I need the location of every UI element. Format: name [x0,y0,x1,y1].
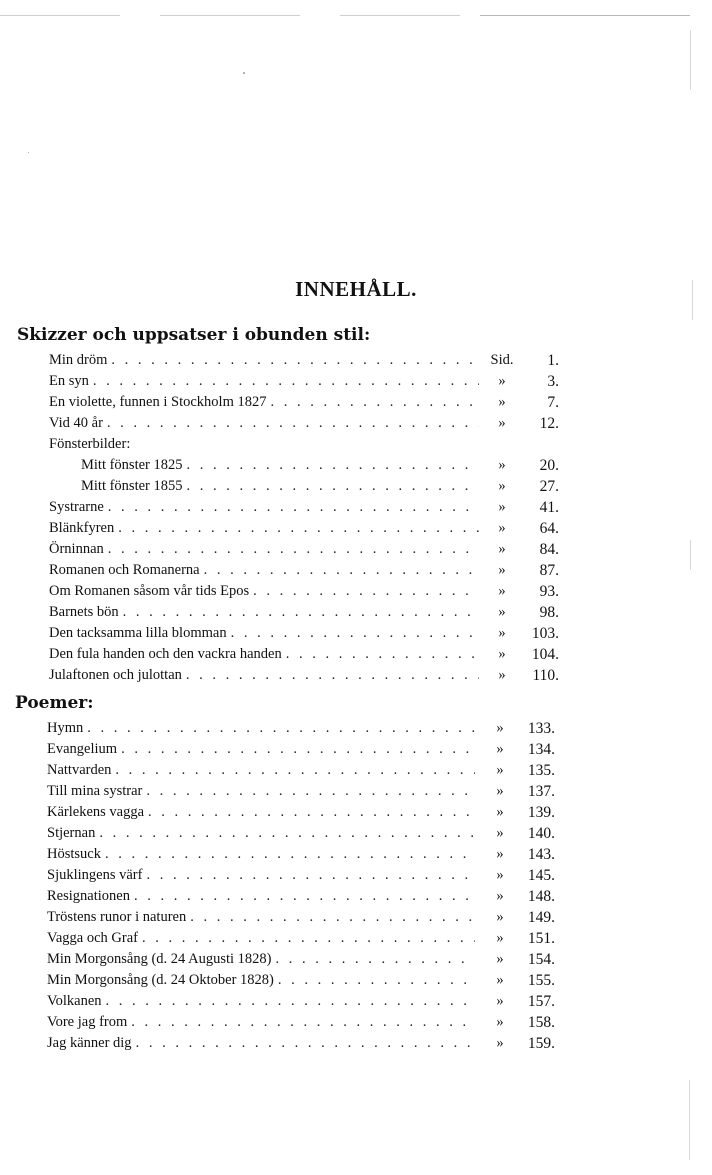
entry-title-wrap [49,602,479,623]
toc-entry [49,518,559,539]
toc-entry [47,991,555,1012]
entry-title: Om Romanen såsom vår tids Epos [49,581,253,602]
toc-entry [47,1033,555,1054]
dot-leader [111,350,479,371]
toc-entry [49,350,559,371]
page-number: 1. [547,352,559,369]
entry-title-wrap [49,644,479,665]
entry-title: Till mina systrar [47,781,146,802]
dot-leader [87,718,475,739]
entry-title: Min dröm [49,350,111,371]
page-ref-marker: » [496,1014,504,1030]
toc-entry [47,802,555,823]
dot-leader [204,560,479,581]
entry-title: Mitt fönster 1855 [81,476,187,497]
toc-entry [47,781,555,802]
entry-title-wrap [47,928,475,949]
page-number: 110. [532,667,559,684]
page-title: INNEHÅLL. [295,277,417,302]
toc-entry [49,455,559,476]
page-number: 158. [527,1014,555,1031]
section-poems [0,690,712,1054]
page-ref-marker: » [498,478,506,494]
entry-title: Vagga och Graf [47,928,142,949]
entry-title-wrap [47,802,475,823]
page-number: 157. [527,993,555,1010]
page-number: 134. [527,741,555,758]
entry-title: En violette, funnen i Stockholm 1827 [49,392,270,413]
page-ref-marker: » [496,741,504,757]
entry-title: Barnets bön [49,602,123,623]
page-ref-marker: » [496,909,504,925]
toc-subheading [49,434,559,455]
toc-entry [49,413,559,434]
page-ref-marker: Sid. [490,352,514,368]
toc-entry [49,665,559,686]
dot-leader [190,907,475,928]
toc-entry [47,907,555,928]
page-number: 104. [531,646,559,663]
page-ref-marker: » [498,415,506,431]
entry-title: Fönsterbilder: [49,434,134,455]
margin-mark [689,1080,690,1160]
entry-title: Örninnan [49,539,108,560]
entry-title: Volkanen [47,991,106,1012]
toc-entry [47,718,555,739]
dot-leader [270,392,479,413]
toc-entry [47,949,555,970]
page-number: 135. [527,762,555,779]
toc-entry [47,823,555,844]
section-heading: Skizzer och uppsatser i obunden stil: [17,325,371,345]
entry-title-wrap [49,371,479,392]
entry-title: Sjuklingens värf [47,865,146,886]
dot-leader [121,739,475,760]
entry-title-wrap [49,476,479,497]
page-ref-marker: » [496,888,504,904]
page-ref-marker: » [498,394,506,410]
toc-entry [47,886,555,907]
page-number: 20. [539,457,559,474]
speck [28,152,29,153]
entry-title-wrap [49,392,479,413]
entry-title-wrap [49,413,479,434]
dot-leader [106,991,475,1012]
dot-leader [142,928,475,949]
speck [243,72,245,74]
page-ref-marker: » [498,541,506,557]
entry-title: Jag känner dig [47,1033,136,1054]
dot-leader [148,802,475,823]
dot-leader [253,581,479,602]
entry-title-wrap [47,907,475,928]
scan-edge-line [480,15,690,16]
dot-leader [186,665,479,686]
entry-title: Romanen och Romanerna [49,560,204,581]
entry-title-wrap [49,497,479,518]
page-ref-marker: » [498,520,506,536]
entry-title-wrap [47,781,475,802]
page-ref-marker: » [498,373,506,389]
dot-leader [286,644,479,665]
entry-title-wrap [49,560,479,581]
page-ref-marker: » [498,604,506,620]
entry-title-wrap [47,1033,475,1054]
section-prose [0,322,712,686]
toc-entry [47,865,555,886]
page-number: 64. [539,520,559,537]
page-number: 149. [527,909,555,926]
margin-mark [690,30,691,90]
toc-entry [47,1012,555,1033]
page-ref-marker: » [498,646,506,662]
page-number: 140. [527,825,555,842]
entry-title-wrap [49,665,479,686]
toc-entry [49,497,559,518]
dot-leader [115,760,475,781]
entry-title-wrap [49,581,479,602]
entry-list [0,350,712,686]
entry-title-wrap [47,886,475,907]
page-ref-marker: » [496,825,504,841]
page-number: 133. [527,720,555,737]
page-number: 7. [547,394,559,411]
toc-entry [49,476,559,497]
dot-leader [107,413,479,434]
dot-leader [146,865,475,886]
page-number: 98. [539,604,559,621]
entry-title: Min Morgonsång (d. 24 Augusti 1828) [47,949,276,970]
page-ref-marker: » [496,1035,504,1051]
page-ref-marker: » [496,804,504,820]
page-ref-marker: » [498,499,506,515]
entry-title: Stjernan [47,823,99,844]
toc-entry [49,602,559,623]
entry-title: Vid 40 år [49,413,107,434]
page-ref-marker: » [496,930,504,946]
dot-leader [105,844,475,865]
entry-title: Systrarne [49,497,108,518]
toc-entry [47,739,555,760]
scan-edge-line [0,15,120,16]
dot-leader [187,476,480,497]
page-number: 41. [539,499,559,516]
toc-entry [49,581,559,602]
dot-leader [136,1033,475,1054]
page-ref-marker: » [496,783,504,799]
toc-entry [47,970,555,991]
entry-title: Den tacksamma lilla blomman [49,623,231,644]
page-number: 159. [527,1035,555,1052]
entry-title-wrap [49,623,479,644]
dot-leader [134,886,475,907]
page-number: 87. [539,562,559,579]
toc-entry [47,760,555,781]
toc-entry [49,539,559,560]
page-number: 148. [527,888,555,905]
page-ref-marker: » [498,583,506,599]
page-number: 27. [539,478,559,495]
entry-title: Julaftonen och julottan [49,665,186,686]
toc-entry [49,371,559,392]
entry-title-wrap [49,539,479,560]
entry-title: Mitt fönster 1825 [81,455,187,476]
dot-leader [93,371,479,392]
page-number: 84. [539,541,559,558]
page-number: 143. [527,846,555,863]
entry-title-wrap [47,949,475,970]
page-ref-marker: » [496,867,504,883]
page-ref-marker: » [496,720,504,736]
page-ref-marker: » [496,846,504,862]
page-number: 139. [527,804,555,821]
entry-title: Resignationen [47,886,134,907]
entry-title-wrap [47,760,475,781]
toc-entry [49,623,559,644]
page-number: 103. [531,625,559,642]
page-number: 145. [527,867,555,884]
toc-entry [49,644,559,665]
entry-title: Höstsuck [47,844,105,865]
dot-leader [187,455,480,476]
page-ref-marker: » [496,951,504,967]
scan-edge-line [340,15,460,16]
toc-entry [49,392,559,413]
dot-leader [276,949,476,970]
entry-title: Kärlekens vagga [47,802,148,823]
page-ref-marker: » [498,667,506,683]
entry-list [0,718,712,1054]
entry-title: Hymn [47,718,87,739]
page-number: 151. [527,930,555,947]
entry-title-wrap [47,991,475,1012]
entry-title-wrap [47,844,475,865]
page-number: 93. [539,583,559,600]
dot-leader [123,602,479,623]
section-heading: Poemer: [15,693,94,713]
page-number: 154. [527,951,555,968]
entry-title-wrap [49,518,479,539]
dot-leader [131,1012,475,1033]
dot-leader [278,970,475,991]
toc-entry [49,560,559,581]
page-number: 12. [539,415,559,432]
entry-title-wrap [47,718,475,739]
page-number: 3. [547,373,559,390]
entry-title: Blänkfyren [49,518,118,539]
page-number: 137. [527,783,555,800]
entry-title: Min Morgonsång (d. 24 Oktober 1828) [47,970,278,991]
page-ref-marker: » [496,762,504,778]
page-number: 155. [527,972,555,989]
entry-title: Vore jag from [47,1012,131,1033]
entry-title-wrap [47,865,475,886]
entry-title-wrap [49,455,479,476]
page-ref-marker: » [496,972,504,988]
page-ref-marker: » [498,625,506,641]
entry-title: Evangelium [47,739,121,760]
entry-title-wrap [49,434,479,455]
dot-leader [99,823,475,844]
dot-leader [146,781,475,802]
dot-leader [118,518,479,539]
entry-title-wrap [47,739,475,760]
dot-leader [108,539,479,560]
entry-title: En syn [49,371,93,392]
toc-entry [47,844,555,865]
page-ref-marker: » [498,562,506,578]
entry-title: Nattvarden [47,760,115,781]
dot-leader [231,623,479,644]
entry-title-wrap [47,970,475,991]
entry-title-wrap [47,1012,475,1033]
entry-title: Tröstens runor i naturen [47,907,190,928]
dot-leader [108,497,479,518]
entry-title: Den fula handen och den vackra handen [49,644,286,665]
page-ref-marker: » [498,457,506,473]
scan-edge-line [160,15,300,16]
entry-title-wrap [49,350,479,371]
page-ref-marker: » [496,993,504,1009]
entry-title-wrap [47,823,475,844]
toc-entry [47,928,555,949]
